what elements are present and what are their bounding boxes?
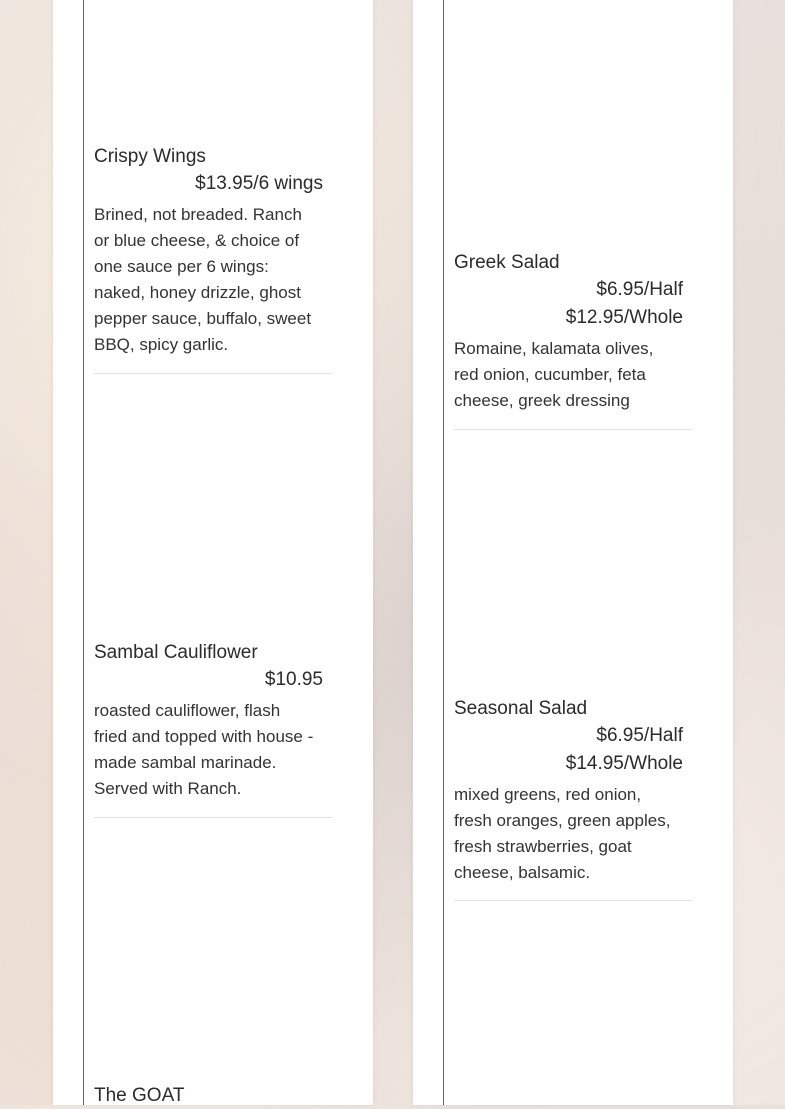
item-divider bbox=[94, 373, 333, 374]
item-divider bbox=[94, 817, 333, 818]
menu-card-left bbox=[53, 0, 373, 1105]
item-divider bbox=[454, 900, 693, 901]
item-price-half: $6.95/Half bbox=[596, 725, 683, 746]
accent-rule bbox=[83, 0, 84, 1105]
item-name: Sambal Cauliflower bbox=[94, 642, 258, 663]
item-price: $10.95 bbox=[264, 669, 323, 690]
menu-item-crispy-wings[interactable] bbox=[94, 144, 333, 358]
item-price-whole: $12.95/Whole bbox=[565, 307, 683, 328]
menu-item-sambal-cauliflower[interactable] bbox=[94, 640, 333, 802]
item-price: $13.95/6 wings bbox=[195, 173, 323, 194]
item-description: roasted cauliflower, flash fried and topped with house - made sambal marinade. Served with Ranch. bbox=[94, 701, 314, 798]
item-name: Greek Salad bbox=[454, 252, 560, 273]
menu-item-greek-salad[interactable] bbox=[454, 250, 693, 414]
item-price-whole: $14.95/Whole bbox=[565, 753, 683, 774]
item-name: The GOAT bbox=[94, 1085, 185, 1106]
item-description: mixed greens, red onion, fresh oranges, green apples, fresh strawberries, goat cheese, balsamic. bbox=[454, 785, 671, 882]
item-description: Brined, not breaded. Ranch or blue cheese, & choice of one sauce per 6 wings: naked, honey drizzle, ghost pepper sauce, buffalo, sweet BBQ, spicy garlic. bbox=[94, 205, 312, 354]
menu-item-seasonal-salad[interactable] bbox=[454, 696, 693, 886]
item-name: Crispy Wings bbox=[94, 146, 206, 167]
accent-rule bbox=[443, 0, 444, 1105]
menu-card-right bbox=[413, 0, 733, 1105]
item-name: Seasonal Salad bbox=[454, 698, 588, 719]
item-description: Romaine, kalamata olives, red onion, cucumber, feta cheese, greek dressing bbox=[454, 339, 654, 410]
item-divider bbox=[454, 429, 693, 430]
menu-item-the-goat[interactable] bbox=[94, 1083, 333, 1109]
item-price-half: $6.95/Half bbox=[596, 279, 683, 300]
